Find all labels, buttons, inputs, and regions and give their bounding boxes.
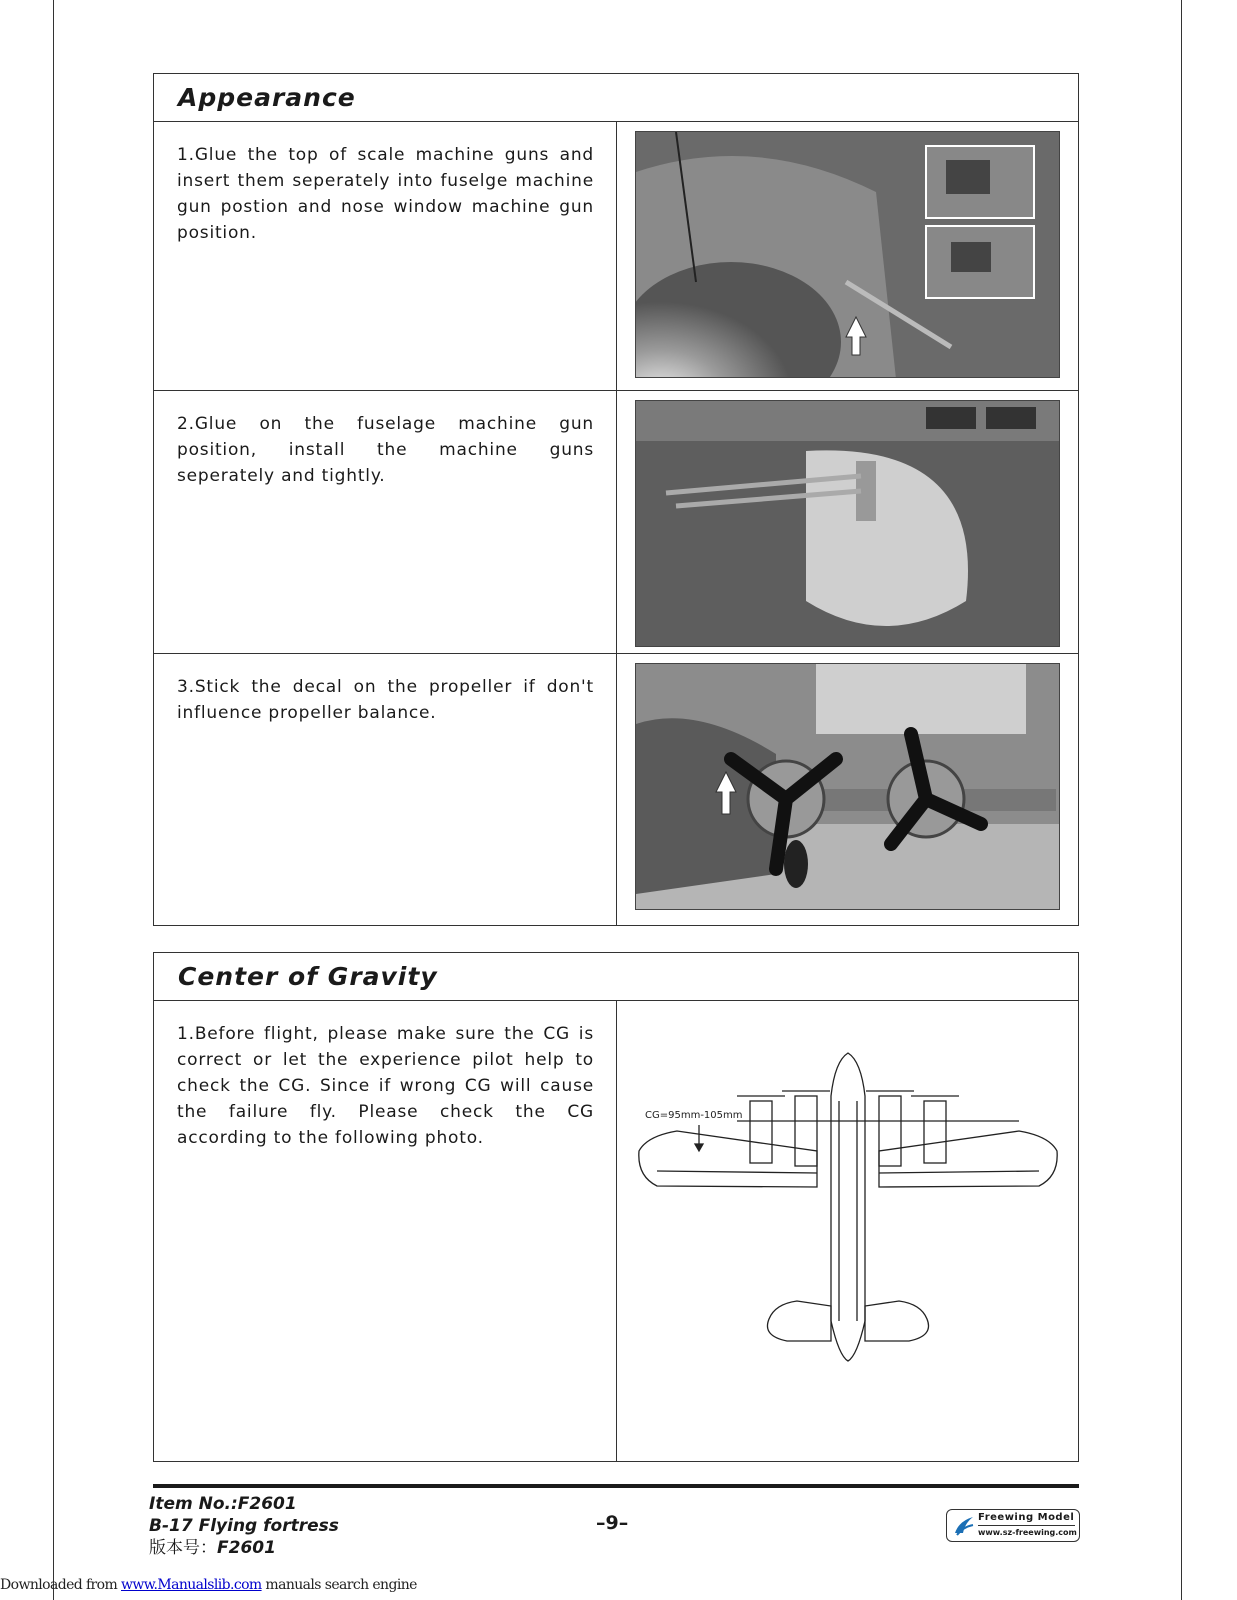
appearance-title: Appearance bbox=[178, 83, 356, 112]
brand-url: www.sz-freewing.com bbox=[978, 1528, 1077, 1537]
cg-title: Center of Gravity bbox=[178, 962, 438, 991]
freewing-logo-icon bbox=[951, 1513, 977, 1539]
download-suffix: manuals search engine bbox=[261, 1577, 417, 1593]
step-1-text: 1.Glue the top of scale machine guns and insert them seperately into fuselge machine gun postion and nose window machine gun position. bbox=[177, 145, 594, 243]
item-number: Item No.:F2601 bbox=[149, 1494, 297, 1514]
step-text-cell bbox=[154, 391, 617, 653]
appearance-step-3 bbox=[154, 653, 1078, 925]
model-name: B-17 Flying fortress bbox=[149, 1516, 339, 1536]
page-number: –9– bbox=[596, 1512, 629, 1534]
cg-text-cell bbox=[154, 1001, 617, 1461]
version-prefix: 版本号： bbox=[149, 1538, 217, 1558]
version-line bbox=[149, 1537, 339, 1559]
nose-gun-photo bbox=[635, 131, 1060, 378]
download-prefix: Downloaded from bbox=[0, 1577, 121, 1593]
brand-divider bbox=[978, 1525, 1075, 1526]
appearance-step-2 bbox=[154, 390, 1078, 653]
appearance-header bbox=[154, 74, 1078, 122]
step-3-text: 3.Stick the decal on the propeller if don't influence propeller balance. bbox=[177, 677, 594, 723]
cg-label: CG=95mm-105mm bbox=[645, 1110, 743, 1121]
step-text-cell bbox=[154, 654, 617, 925]
right-margin-line bbox=[1181, 0, 1182, 1600]
b17-top-view-diagram bbox=[617, 1001, 1079, 1461]
step-image-cell bbox=[617, 654, 1078, 925]
footer-item-info bbox=[149, 1493, 339, 1559]
cg-row bbox=[154, 1001, 1078, 1461]
brand-name: Freewing Model bbox=[978, 1512, 1075, 1523]
footer-rule bbox=[153, 1484, 1079, 1488]
cg-section bbox=[153, 952, 1079, 1462]
step-image-cell bbox=[617, 391, 1078, 653]
appearance-step-1 bbox=[154, 122, 1078, 390]
step-image-cell bbox=[617, 122, 1078, 390]
cg-image-cell bbox=[617, 1001, 1078, 1461]
left-margin-line bbox=[53, 0, 54, 1600]
propeller-photo bbox=[635, 663, 1060, 910]
step-2-text: 2.Glue on the fuselage machine gun position, install the machine guns seperately and tightly. bbox=[177, 414, 594, 486]
manualslib-link[interactable]: www.Manualslib.com bbox=[121, 1577, 262, 1593]
step-text-cell bbox=[154, 122, 617, 390]
cg-text: 1.Before flight, please make sure the CG is correct or let the experience pilot help to check the CG. Since if wrong CG will cause the failure fly. Please check the CG according to the following photo. bbox=[177, 1024, 594, 1148]
cg-header bbox=[154, 953, 1078, 1001]
freewing-logo bbox=[946, 1509, 1080, 1542]
version-number: F2601 bbox=[217, 1538, 276, 1558]
fuselage-gun-photo bbox=[635, 400, 1060, 647]
download-note bbox=[0, 1577, 417, 1593]
appearance-section bbox=[153, 73, 1079, 926]
